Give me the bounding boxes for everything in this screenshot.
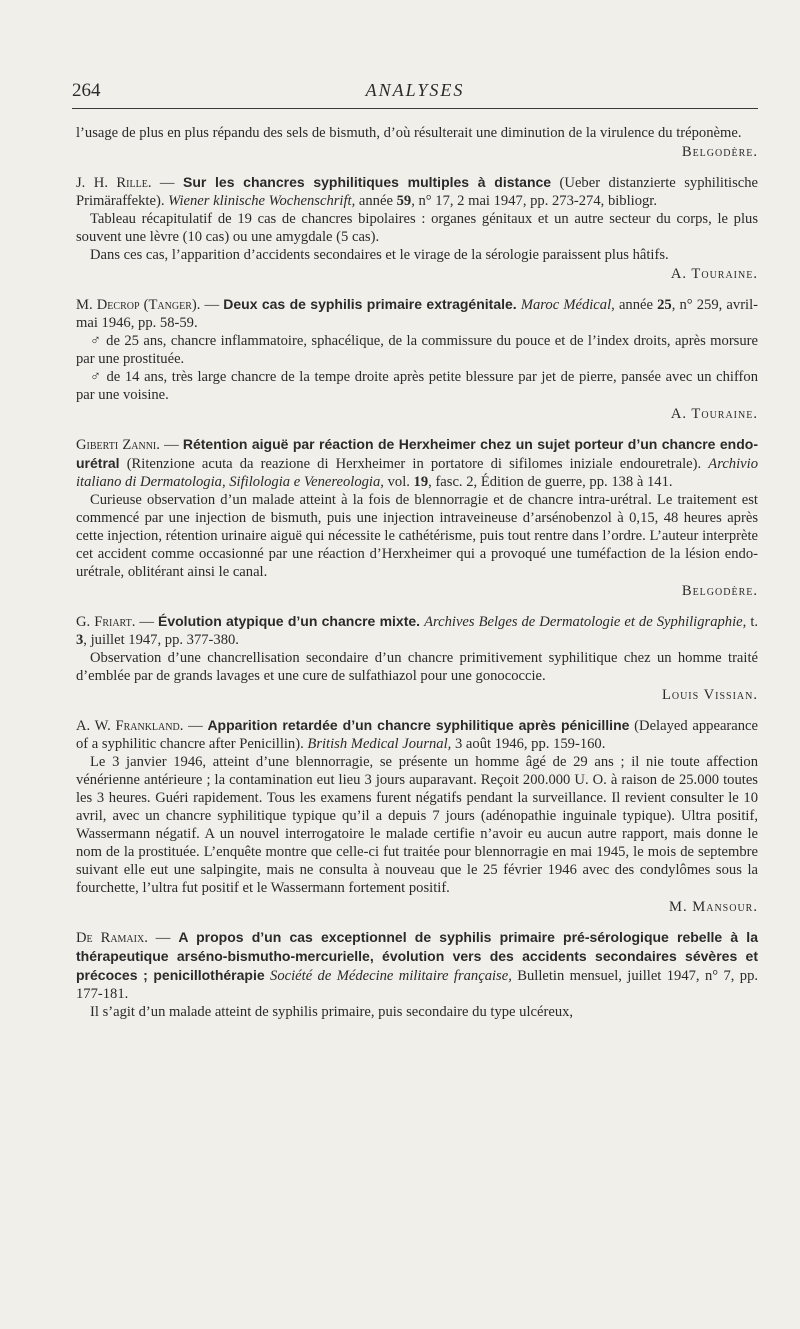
analysis-entry <box>76 173 758 283</box>
entry-journal: Archives Belges de Dermatologie et de Syphiligraphie, <box>424 614 747 630</box>
entry-original-title: (Ritenzione acuta da reazione di Herxheimer in portatore di sifilomes iniziale endouretrale). <box>126 456 702 472</box>
entry-body-paragraph: Le 3 janvier 1946, atteint d’une blennorragie, se présente un homme âgé de 29 ans ; il nie toute affection vénérienne antérieure ; la contamination eut lieu 3 jours auparavant. Reçoit 200.000 U. O. à raison de 25.000 toutes les 3 heures. Guéri rapidement. Tous les examens furent négatifs pendant la surveillance. Il revient consulter le 10 avril, avec un chancre syphilitique typique qu’il a depuis 7 jours (adénopathie inguinale typique). Ultra positif, Wassermann négatif. A un nouvel interrogatoire le malade certifie n’avoir eu aucun autre rapport, mais donne le nom de la prostituée. L’enquête montre que celle-ci fut traitée pour blennorragie en mai 1945, le mois de septembre suivant elle eut une salpingite, mais ne consulta à nouveau que le 25 février 1946 avec des condylômes sous la fourchette, l’ultra fut positif et le Wassermann fortement positif. <box>76 754 758 896</box>
entry-volume: 3 <box>76 632 84 648</box>
entry-signature: Belgodère. <box>681 583 758 599</box>
entry-journal: British Medical Journal, <box>307 736 452 752</box>
entry-title: Sur les chancres syphilitiques multiples à distance <box>182 174 552 190</box>
entry-reference: A. W. Frankland. — Apparition retardée d’un chancre syphilitique après pénicilline (Delayed appearance of a syphilitic chancre after Penicillin). British Medical Journal, 3 août 1946, pp. 159-160. <box>76 717 759 752</box>
entry-author: G. Friart. <box>76 614 136 630</box>
entry-reference: G. Friart. — Évolution atypique d’un chancre mixte. Archives Belges de Dermatologie et de Syphiligraphie, t. 3, juillet 1947, pp. 377-380. <box>76 613 759 648</box>
page-content <box>76 124 758 1021</box>
entry-body-paragraph: Tableau récapitulatif de 19 cas de chancres bipolaires : organes génitaux et un autre secteur du corps, le plus souvent une lèvre (10 cas) ou une amygdale (5 cas). <box>76 211 758 245</box>
entry-volume-prefix: année <box>358 193 393 209</box>
entry-body-paragraph: Curieuse observation d’un malade atteint à la fois de blennorragie et de chancre intra-urétral. Le traitement est commencé par une injection de bismuth, puis une injection intraveineuse d’arsénobenzol à 0,15, 48 heures après cette injection, rétention urinaire aiguë qui nécessite le cathétérisme, puis tout rentre dans l’ordre. L’auteur interprète cet accident comme occasionné par une réaction d’Herxheimer qui a provoqué une tuméfaction de la lésion endo-urétrale, oblitérant ainsi le canal. <box>76 492 758 580</box>
entry-author: A. W. Frankland. <box>76 718 184 734</box>
entry-author: De Ramaix. <box>76 930 148 946</box>
entry-pub-details: Bulletin mensuel, juillet 1947, n° 7, pp. 177-181. <box>76 968 759 1002</box>
analysis-entry <box>76 612 758 704</box>
entry-volume: 25 <box>657 297 672 313</box>
analysis-entry <box>76 435 758 600</box>
entry-title: Évolution atypique d’un chancre mixte. <box>158 613 421 629</box>
analysis-entry <box>76 295 758 423</box>
running-title: ANALYSES <box>365 80 465 100</box>
entry-journal: Maroc Médical, <box>520 297 615 313</box>
entry-journal: Wiener klinische Wochenschrift, <box>168 193 356 209</box>
entry-author: M. Decrop (Tanger). <box>76 297 201 313</box>
entry-pub-details: , n° 17, 2 mai 1947, pp. 273-274, bibliogr. <box>411 193 658 209</box>
entry-original-title: (Delayed appearance of a syphilitic chancre after Penicillin). <box>76 718 759 752</box>
entry-signature: A. Touraine. <box>670 406 758 422</box>
intro-paragraph: l’usage de plus en plus répandu des sels de bismuth, d’où résulterait une diminution de la virulence du tréponème. <box>76 125 742 141</box>
entries-list <box>76 173 758 1021</box>
entry-volume: 19 <box>413 474 429 490</box>
entry-signature: A. Touraine. <box>670 266 758 282</box>
entry-body-paragraph: Dans ces cas, l’apparition d’accidents secondaires et le virage de la sérologie paraissent plus hâtifs. <box>90 247 669 263</box>
entry-pub-details: , juillet 1947, pp. 377-380. <box>83 632 239 648</box>
entry-journal: Archivio italiano di Dermatologia, Sifilologia e Venereologia, <box>76 456 758 490</box>
entry-body-paragraph: ♂ de 14 ans, très large chancre de la tempe droite après petite blessure par jet de pierre, pansée avec un chiffon par une voisine. <box>76 369 758 403</box>
entry-volume: 59 <box>396 193 412 209</box>
entry-body-paragraph: ♂ de 25 ans, chancre inflammatoire, sphacélique, de la commissure du pouce et de l’index droits, après morsure par une prostituée. <box>76 333 758 367</box>
entry-title: Deux cas de syphilis primaire extragénitale. <box>223 296 517 312</box>
entry-body-paragraph: Il s’agit d’un malade atteint de syphilis primaire, puis secondaire du type ulcéreux, <box>90 1004 574 1020</box>
entry-reference: J. H. Rille. — Sur les chancres syphilitiques multiples à distance (Ueber distanzierte syphilitische Primäraffekte). Wiener klinische Wochenschrift, année 59, n° 17, 2 mai 1947, pp. 273-274, bibliogr. <box>76 174 759 209</box>
entry-pub-details: , fasc. 2, Édition de guerre, pp. 138 à 141. <box>428 474 673 490</box>
entry-signature: Louis Vissian. <box>661 687 758 703</box>
page-number: 264 <box>72 80 101 101</box>
entry-volume-prefix: année <box>618 297 653 313</box>
entry-title: A propos d’un cas exceptionnel de syphilis primaire pré-sérologique rebelle à la thérapeutique arséno-bismutho-mercurielle, évolution vers des accidents secondaires sévères et précoces ; penicillothérapie <box>76 929 758 983</box>
entry-pub-details: , n° 259, avril-mai 1946, pp. 58-59. <box>76 297 759 331</box>
entry-journal: Société de Médecine militaire française, <box>270 968 512 984</box>
entry-pub-details: 3 août 1946, pp. 159-160. <box>454 736 606 752</box>
entry-title: Apparition retardée d’un chancre syphilitique après pénicilline <box>207 717 630 733</box>
entry-reference: Giberti Zanni. — Rétention aiguë par réaction de Herxheimer chez un sujet porteur d’un chancre endo-urétral (Ritenzione acuta da reazione di Herxheimer in portatore di sifilomes iniziale endouretrale). Archivio italiano di Dermatologia, Sifilologia e Venereologia, vol. 19, fasc. 2, Édition de guerre, pp. 138 à 141. <box>76 436 758 490</box>
entry-volume-prefix: vol. <box>387 474 410 490</box>
intro-signature: Belgodère. <box>681 144 758 160</box>
entry-title: Rétention aiguë par réaction de Herxheimer chez un sujet porteur d’un chancre endo-urétral <box>76 436 758 471</box>
entry-body-paragraph: Observation d’une chancrellisation secondaire d’un chancre primitivement syphilitique chez un homme traité d’emblée par de grands lavages et une cure de sulfathiazol pour une gonococcie. <box>76 650 758 684</box>
entry-reference: De Ramaix. — A propos d’un cas exceptionnel de syphilis primaire pré-sérologique rebelle à la thérapeutique arséno-bismutho-mercurielle, évolution vers des accidents secondaires sévères et précoces ; penicillothérapie Société de Médecine militaire française, Bulletin mensuel, juillet 1947, n° 7, pp. 177-181. <box>76 929 759 1002</box>
entry-original-title: (Ueber distanzierte syphilitische Primäraffekte). <box>76 175 759 209</box>
analysis-entry <box>76 928 758 1021</box>
entry-author: Giberti Zanni. <box>76 437 160 453</box>
entry-signature: M. Mansour. <box>668 899 758 915</box>
entry-reference: M. Decrop (Tanger). — Deux cas de syphilis primaire extragénitale. Maroc Médical, année 25, n° 259, avril-mai 1946, pp. 58-59. <box>76 296 759 331</box>
analysis-entry <box>76 716 758 916</box>
page-header <box>72 80 758 109</box>
entry-volume-prefix: t. <box>750 614 759 630</box>
entry-author: J. H. Rille. <box>76 175 152 191</box>
